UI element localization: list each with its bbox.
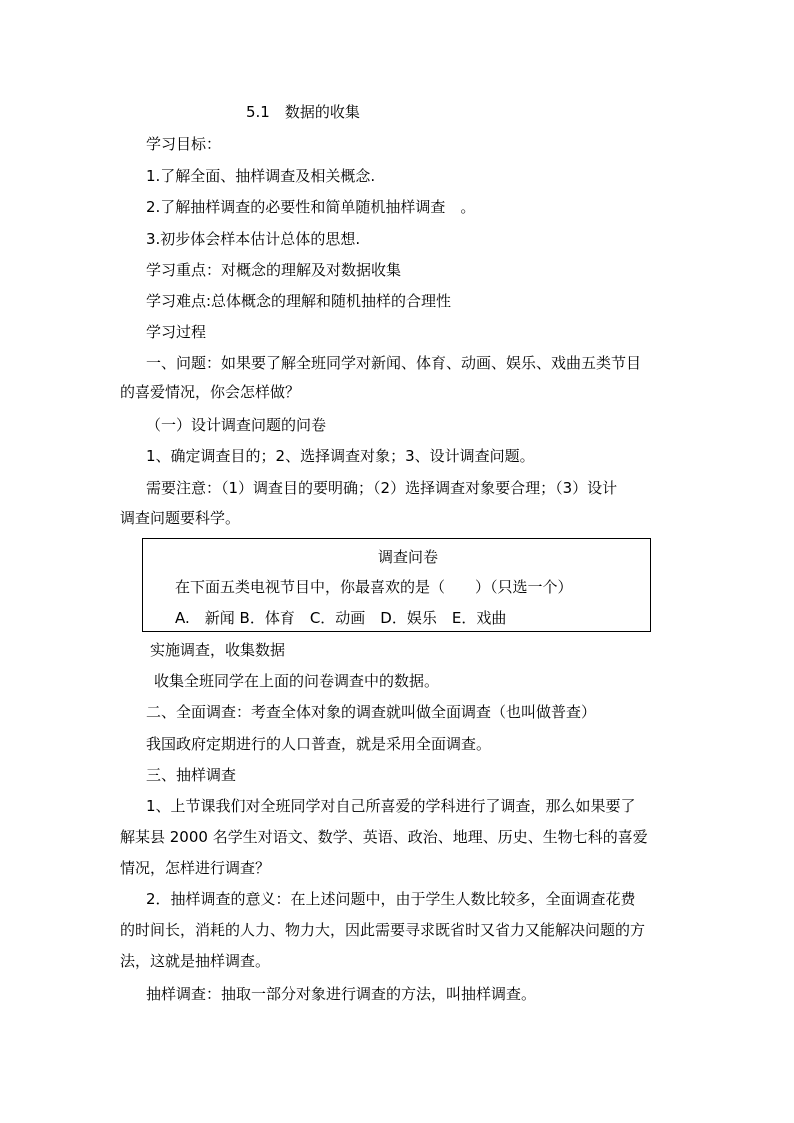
text-line: 2.了解抽样调查的必要性和简单随机抽样调查 。 xyxy=(146,198,476,216)
text-line: 需要注意：（1）调查目的要明确；（2）选择调查对象要合理；（3）设计 xyxy=(146,479,618,497)
section-heading: （一）设计调查问题的问卷 xyxy=(146,416,327,434)
page-title: 5.1 数据的收集 xyxy=(246,103,360,121)
questionnaire-options: A. 新闻 B．体育 C．动画 D．娱乐 E．戏曲 xyxy=(175,609,507,627)
text-line: 1、上节课我们对全班同学对自己所喜爱的学科进行了调查，那么如果要了 xyxy=(146,797,636,815)
text-line: 1.了解全面、抽样调查及相关概念. xyxy=(146,167,376,185)
text-line: 的喜爱情况，你会怎样做？ xyxy=(120,383,301,401)
questionnaire-box xyxy=(142,538,651,632)
text-line: 我国政府定期进行的人口普查，就是采用全面调查。 xyxy=(146,735,492,753)
section-heading: 三、抽样调查 xyxy=(146,766,237,784)
text-line: 学习目标： xyxy=(146,135,222,153)
questionnaire-question: 在下面五类电视节目中，你最喜欢的是（ ）（只选一个） xyxy=(175,578,573,596)
text-line: 1、确定调查目的；2、选择调查对象；3、设计调查问题。 xyxy=(146,447,535,465)
text-line: 学习难点:总体概念的理解和随机抽样的合理性 xyxy=(146,292,452,310)
text-line: 情况，怎样进行调查？ xyxy=(120,859,271,877)
questionnaire-title: 调查问卷 xyxy=(378,548,439,566)
text-line: 2．抽样调查的意义：在上述问题中，由于学生人数比较多，全面调查花费 xyxy=(146,890,636,908)
text-line: 学习过程 xyxy=(146,323,207,341)
text-line: 实施调查，收集数据 xyxy=(150,641,286,659)
text-line: 一、问题：如果要了解全班同学对新闻、体育、动画、娱乐、戏曲五类节目 xyxy=(146,354,642,372)
text-line: 的时间长，消耗的人力、物力大，因此需要寻求既省时又省力又能解决问题的方 xyxy=(120,921,646,939)
text-line: 解某县 2000 名学生对语文、数学、英语、政治、地理、历史、生物七科的喜爱 xyxy=(120,828,648,846)
text-line: 学习重点：对概念的理解及对数据收集 xyxy=(146,261,402,279)
text-line: 3.初步体会样本估计总体的思想. xyxy=(146,230,361,248)
text-line: 调查问题要科学。 xyxy=(120,509,241,527)
text-line: 收集全班同学在上面的问卷调查中的数据。 xyxy=(154,672,440,690)
text-line: 抽样调查：抽取一部分对象进行调查的方法，叫抽样调查。 xyxy=(146,985,537,1003)
text-line: 法，这就是抽样调查。 xyxy=(120,952,271,970)
text-line: 二、全面调查：考查全体对象的调查就叫做全面调查（也叫做普查） xyxy=(146,703,597,721)
